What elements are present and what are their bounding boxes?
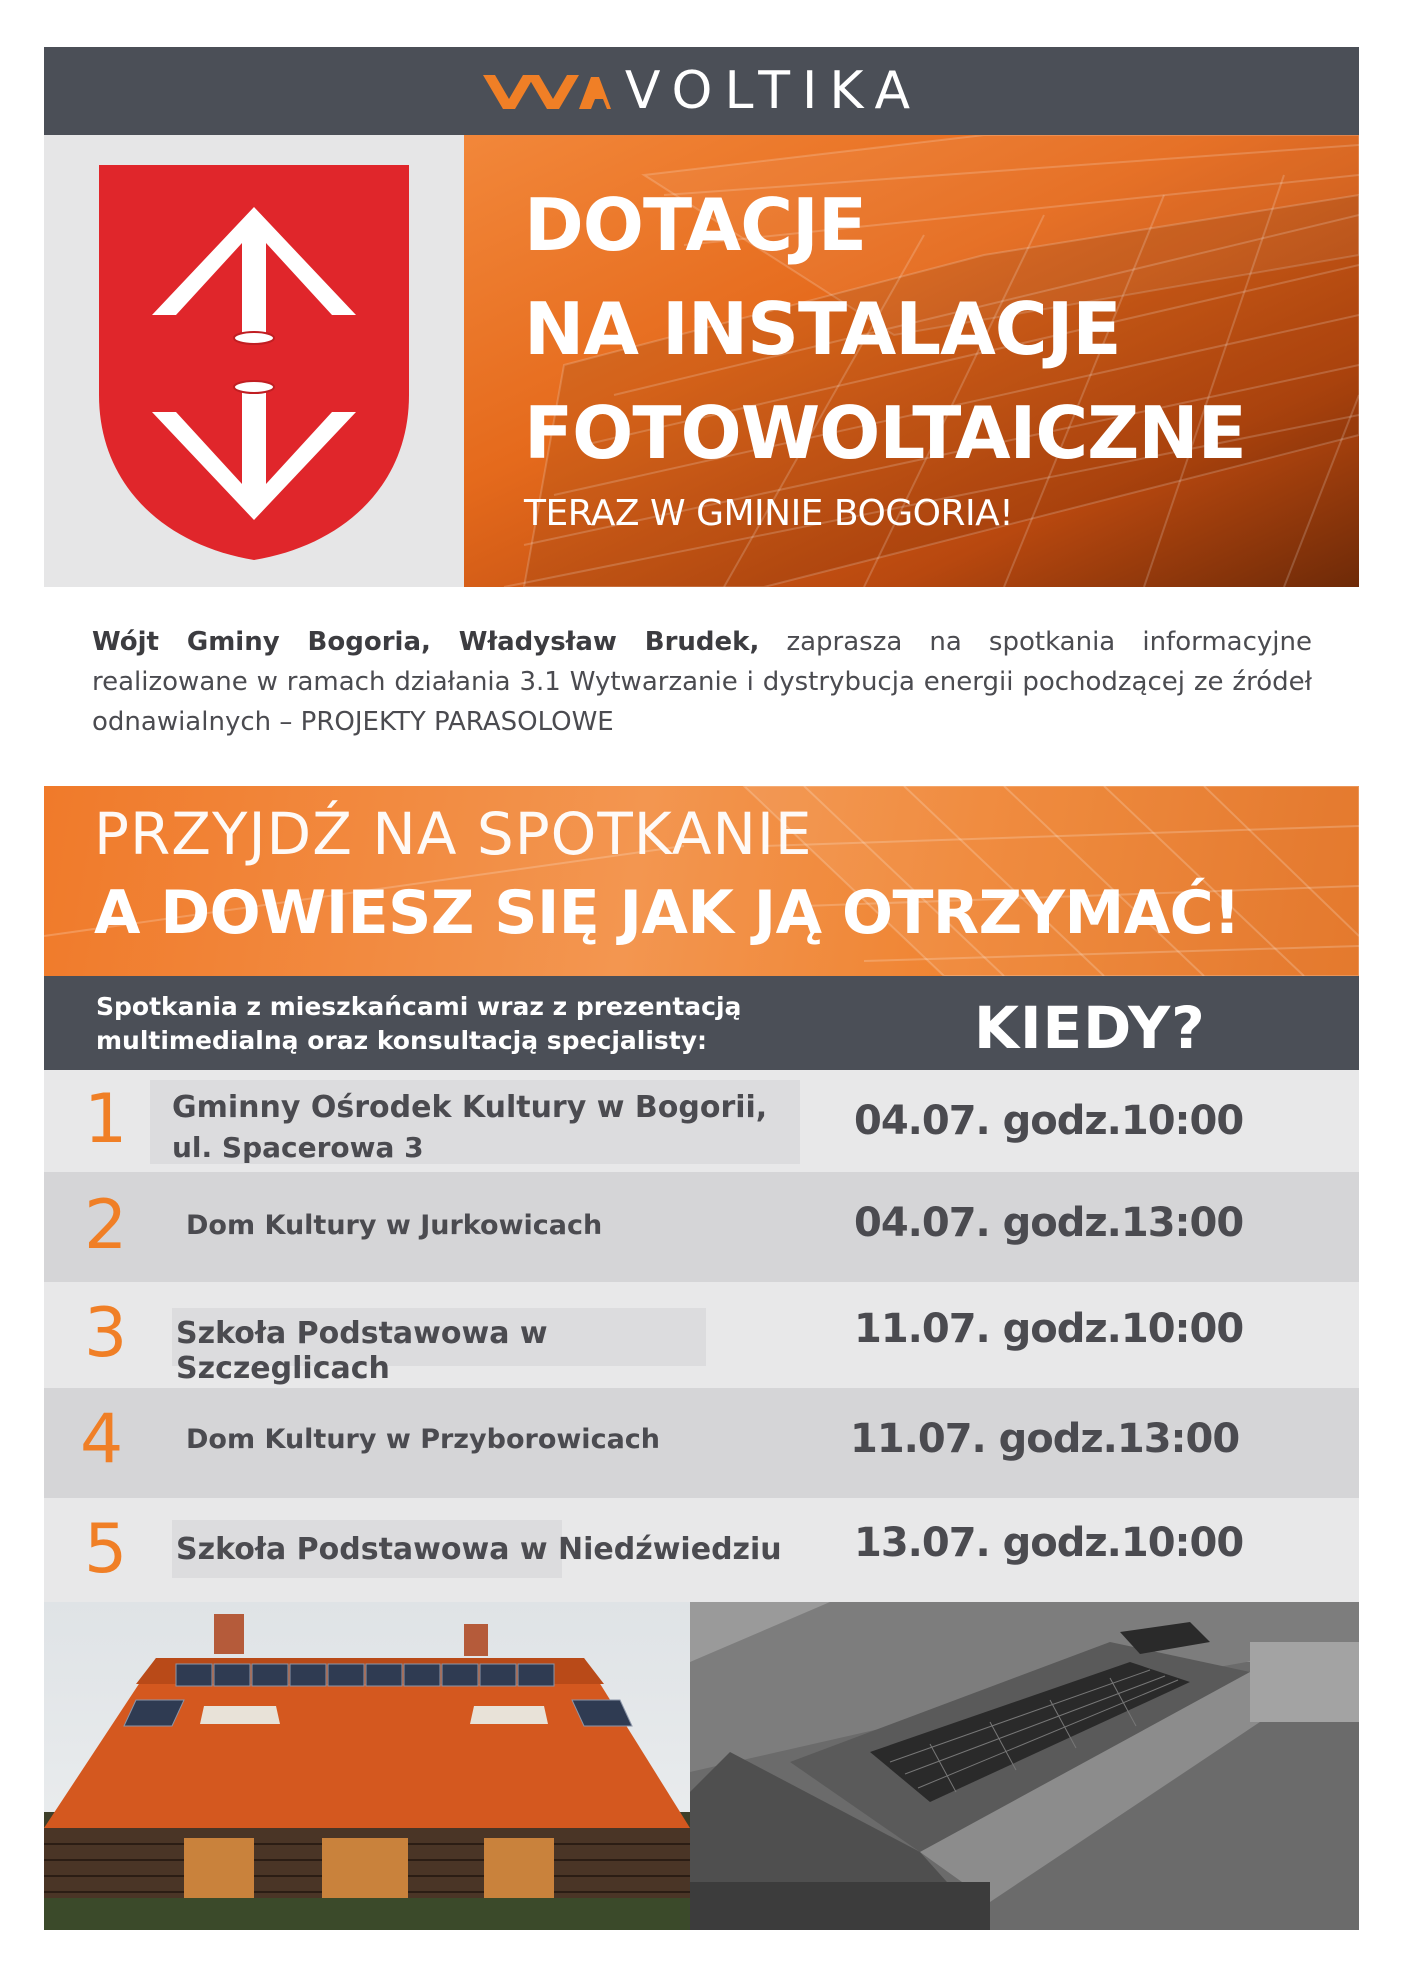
meeting-row xyxy=(44,1388,1359,1498)
meeting-place: Szkoła Podstawowa w Niedźwiedziu xyxy=(172,1520,562,1578)
meetings-table-header xyxy=(44,976,1359,1070)
meeting-number: 5 xyxy=(84,1510,128,1589)
voltika-logo-mark xyxy=(481,69,611,113)
hero-title-line: NA INSTALACJE xyxy=(524,287,1121,371)
meeting-place-line: Gminny Ośrodek Kultury w Bogorii, xyxy=(172,1090,768,1125)
meetings-description xyxy=(96,990,741,1058)
meeting-place: Dom Kultury w Przyborowicach xyxy=(186,1424,661,1455)
photos-strip xyxy=(44,1602,1359,1930)
meeting-row xyxy=(44,1498,1359,1602)
meeting-place xyxy=(150,1080,800,1164)
meetings-description-line: multimedialną oraz konsultacją specjalisty: xyxy=(96,1026,708,1055)
intro-paragraph xyxy=(92,622,1312,742)
hero-title-line: FOTOWOLTAICZNE xyxy=(524,391,1246,475)
hero-title xyxy=(524,173,1246,485)
hero-subtitle: TERAZ W GMINIE BOGORIA! xyxy=(524,493,1014,534)
meeting-place: Dom Kultury w Jurkowicach xyxy=(186,1210,603,1241)
meeting-date: 11.07. godz.13:00 xyxy=(850,1416,1240,1462)
promo-subheading: A DOWIESZ SIĘ JAK JĄ OTRZYMAĆ! xyxy=(94,878,1241,948)
meeting-row xyxy=(44,1172,1359,1282)
promo-banner xyxy=(44,786,1359,976)
meeting-number: 4 xyxy=(80,1400,124,1479)
hero-banner xyxy=(464,135,1359,587)
brand-bar xyxy=(44,47,1359,135)
bogoria-coat-of-arms xyxy=(44,135,464,587)
when-header: KIEDY? xyxy=(974,994,1206,1062)
voltika-wordmark: VOLTIKA xyxy=(624,61,923,121)
intro-bold-name: Wójt Gminy Bogoria, Władysław Brudek, xyxy=(92,627,760,657)
meeting-date: 13.07. godz.10:00 xyxy=(854,1520,1244,1566)
intro-text: zaprasza na spotkania informacyjne realizowane w ramach działania 3.1 Wytwarzanie i dystrybucja energii pochodzącej ze źródeł odnawialnych – PROJEKTY PARASOLOWE xyxy=(92,627,1312,737)
meeting-row xyxy=(44,1070,1359,1172)
voltika-logo xyxy=(481,61,922,121)
meetings-description-line: Spotkania z mieszkańcami wraz z prezentacją xyxy=(96,992,742,1021)
house-with-solar-panels-photo xyxy=(44,1602,690,1930)
meeting-number: 1 xyxy=(84,1080,128,1159)
meeting-number: 2 xyxy=(84,1186,128,1265)
meeting-date: 11.07. godz.10:00 xyxy=(854,1306,1244,1352)
meeting-place-line: ul. Spacerowa 3 xyxy=(172,1131,424,1164)
meeting-number: 3 xyxy=(84,1294,128,1373)
school-roof-aerial-photo xyxy=(690,1602,1359,1930)
meeting-date: 04.07. godz.13:00 xyxy=(854,1200,1244,1246)
coat-of-arms-panel xyxy=(44,135,464,587)
meeting-row xyxy=(44,1282,1359,1388)
meeting-place: Szkoła Podstawowa w Szczeglicach xyxy=(172,1308,706,1366)
promo-heading: PRZYJDŹ NA SPOTKANIE xyxy=(94,800,813,868)
hero-title-line: DOTACJE xyxy=(524,183,867,267)
meeting-date: 04.07. godz.10:00 xyxy=(854,1098,1244,1144)
hero-section xyxy=(44,135,1359,587)
